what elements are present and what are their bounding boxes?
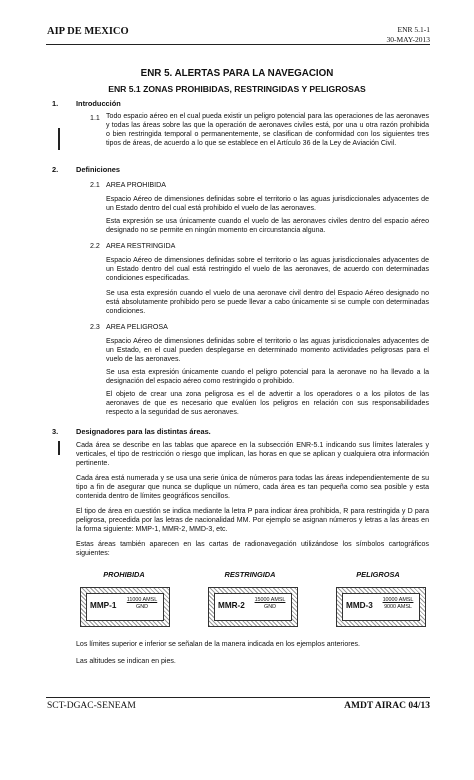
vertical-limits <box>380 597 416 611</box>
header-page-number: ENR 5.1-1 <box>397 25 430 34</box>
lower-limit: 9000 AMSL <box>384 604 412 610</box>
definition-2-1-text: Espacio Aéreo de dimensiones definidas sobre el territorio o las aguas jurisdiccionales adyacentes de un Estado dentro del cual está prohibido el vuelo de las aeronaves. <box>106 196 429 212</box>
paragraph-1-1-number: 1.1 <box>90 114 100 122</box>
upper-limit: 10000 AMSL <box>382 597 414 603</box>
definition-2-1-title: AREA PROHIBIDA <box>106 181 166 189</box>
definition-2-2-number: 2.2 <box>90 242 100 250</box>
upper-limit: 15000 AMSL <box>254 597 286 603</box>
section-3-paragraph-1: Cada área se describe en las tablas que aparece en la subsección ENR-5.1 indicando sus límites laterales y verticales, el tipo de restricción o riesgo que implican, las horas en que se aplican y cualquiera otra información pertinente. <box>76 442 429 467</box>
definition-2-1-note: Esta expresión se usa únicamente cuando el vuelo de las aeronaves civiles dentro del espacio aéreo designado no se permite en ningún momento en circunstancia alguna. <box>106 218 429 234</box>
page-subtitle: ENR 5.1 ZONAS PROHIBIDAS, RESTRINGIDAS Y PELIGROSAS <box>108 84 366 94</box>
lower-limit: GND <box>136 604 148 610</box>
header-date: 30-MAY-2013 <box>386 35 430 44</box>
symbol-box-inner <box>342 593 420 621</box>
symbol-label-prohibida: PROHIBIDA <box>103 570 145 579</box>
definition-2-2-text: Espacio Aéreo de dimensiones definidas sobre el territorio o las aguas jurisdiccionales adyacentes de un Estado dentro del cual está restringido el vuelo de las aeronaves, de acuerdo con determinadas condiciones especificadas. <box>106 257 429 282</box>
section-3-paragraph-6: Las altitudes se indican en pies. <box>76 658 176 665</box>
section-1-title: Introducción <box>76 99 121 108</box>
area-designator: MMD-3 <box>346 601 373 610</box>
section-3-paragraph-4: Estas áreas también aparecen en las cartas de radionavegación utilizándose los símbolos cartográficos siguientes: <box>76 541 429 557</box>
section-2-title: Definiciones <box>76 165 120 174</box>
vertical-limits <box>252 597 288 611</box>
symbol-box-inner <box>86 593 164 621</box>
lower-limit: GND <box>264 604 276 610</box>
section-2-number: 2. <box>52 165 59 174</box>
section-3-paragraph-5: Los límites superior e inferior se señalan de la manera indicada en los ejemplos anteriores. <box>76 641 360 648</box>
definition-2-3-text: Espacio Aéreo de dimensiones definidas sobre el territorio o las aguas jurisdiccionales adyacentes de un Estado, en el cual pueden desplegarse en determinado momento actividades peligrosas para el vuelo de las aeronaves. <box>106 338 429 363</box>
symbol-label-restringida: RESTRINGIDA <box>224 570 276 579</box>
footer-organization: SCT-DGAC-SENEAM <box>47 701 136 711</box>
section-3-paragraph-2: Cada área está numerada y se usa una serie única de números para todas las áreas independientemente de su tipo a fin de asegurar que nunca se duplique un número, cada área es tan pequeña como sea posible y esta contenida dentro de límites geográficos sencillos. <box>76 475 429 500</box>
upper-limit: 11000 AMSL <box>126 597 158 603</box>
definition-2-2-note: Se usa esta expresión cuando el vuelo de una aeronave civil dentro del Espacio Aéreo designado no está absolutamente prohibido pero se puede llevar a cabo únicamente si se cumple con determinadas condiciones. <box>106 290 429 315</box>
header-title: AIP DE MEXICO <box>47 26 129 37</box>
definition-2-3-purpose: El objeto de crear una zona peligrosa es el de advertir a los operadores o a los pilotos de las aeronaves de que es necesario que evalúen los peligros en relación con sus responsabilidades respecto a la seguridad de sus aeronaves. <box>106 391 429 416</box>
symbol-box-peligrosa <box>336 587 426 627</box>
area-designator: MMP-1 <box>90 601 117 610</box>
area-designator: MMR-2 <box>218 601 245 610</box>
symbol-box-prohibida <box>80 587 170 627</box>
section-3-title: Designadores para las distintas áreas. <box>76 427 211 436</box>
symbol-label-peligrosa: PELIGROSA <box>356 570 400 579</box>
section-1-number: 1. <box>52 99 59 108</box>
page-title: ENR 5. ALERTAS PARA LA NAVEGACION <box>140 68 334 79</box>
header-page-info <box>387 25 430 45</box>
definition-2-3-number: 2.3 <box>90 323 100 331</box>
paragraph-1-1: Todo espacio aéreo en el cual pueda existir un peligro potencial para las operaciones de las aeronaves y todas las áreas sobre las que la operación de aeronaves civiles está, por una u otra razón prohibida o bien restringida temporal o permanentemente, se clasifican de conformidad con los siguientes tres tipos de áreas, de acuerdo a lo que se establece en el Artículo 36 de la Ley de Aviación Civil. <box>106 113 429 147</box>
footer-rule <box>46 697 430 698</box>
definition-2-3-note: Se usa esta expresión únicamente cuando el peligro potencial para la aeronave no ha llevado a la designación del espacio aéreo como restringido o prohibido. <box>106 369 429 385</box>
footer-amendment: AMDT AIRAC 04/13 <box>344 701 430 711</box>
section-3-number: 3. <box>52 427 59 436</box>
symbol-box-restringida <box>208 587 298 627</box>
definition-2-1-number: 2.1 <box>90 181 100 189</box>
header-rule <box>46 44 430 45</box>
definition-2-3-title: AREA PELIGROSA <box>106 323 168 331</box>
vertical-limits <box>124 597 160 611</box>
definition-2-2-title: AREA RESTRINGIDA <box>106 242 176 250</box>
section-3-paragraph-3: El tipo de área en cuestión se indica mediante la letra P para indicar área prohibida, R para restringida y D para peligrosa, precedida por las letras de nacionalidad MM. Por ejemplo se asignan números y letras a las áreas en la forma siguiente: MMP-1, MMR-2, MMD-3, etc. <box>76 508 429 533</box>
change-bar <box>58 441 60 455</box>
symbol-box-inner <box>214 593 292 621</box>
change-bar <box>58 128 60 150</box>
